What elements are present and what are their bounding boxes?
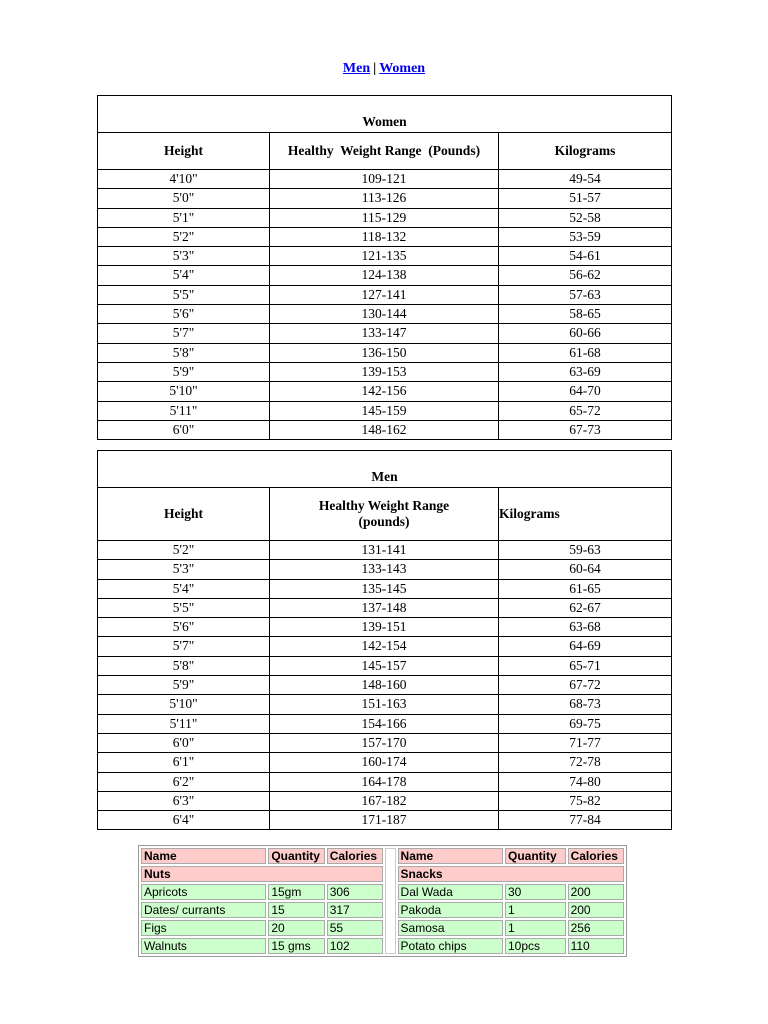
women-pounds-cell: 113-126 [270, 189, 499, 208]
men-height-cell: 5'6" [98, 618, 270, 637]
women-height-cell: 5'6" [98, 305, 270, 324]
men-height-cell: 5'10" [98, 695, 270, 714]
women-kg-cell: 60-66 [499, 324, 672, 343]
men-kg-cell: 74-80 [499, 772, 672, 791]
men-pounds-cell: 160-174 [270, 753, 499, 772]
men-pounds-cell: 142-154 [270, 637, 499, 656]
men-pounds-cell: 148-160 [270, 676, 499, 695]
men-table-row [98, 753, 672, 772]
food-left-quantity-cell: 15 gms [268, 938, 324, 954]
men-height-cell: 5'5" [98, 598, 270, 617]
women-height-cell: 5'10" [98, 382, 270, 401]
food-column-gap [385, 848, 395, 954]
food-left-calories-cell: 102 [327, 938, 383, 954]
men-pounds-cell: 151-163 [270, 695, 499, 714]
food-right-category: Snacks [398, 866, 624, 882]
men-kg-cell: 77-84 [499, 811, 672, 830]
women-kg-cell: 57-63 [499, 285, 672, 304]
food-right-name-cell: Dal Wada [398, 884, 503, 900]
food-left-calories-cell: 317 [327, 902, 383, 918]
women-kg-cell: 53-59 [499, 227, 672, 246]
food-table-row [141, 902, 624, 918]
women-pounds-cell: 121-135 [270, 247, 499, 266]
women-kg-header: Kilograms [499, 133, 672, 170]
men-pounds-cell: 157-170 [270, 733, 499, 752]
men-kg-cell: 61-65 [499, 579, 672, 598]
men-kg-cell: 68-73 [499, 695, 672, 714]
women-pounds-cell: 118-132 [270, 227, 499, 246]
food-right-calories-cell: 200 [568, 884, 624, 900]
women-height-cell: 6'0" [98, 420, 270, 439]
men-table-row [98, 676, 672, 695]
men-pounds-cell: 133-143 [270, 560, 499, 579]
women-table-title: Women [98, 96, 672, 133]
food-calorie-table [138, 845, 627, 957]
women-table-row [98, 305, 672, 324]
women-height-cell: 5'1" [98, 208, 270, 227]
men-height-cell: 5'7" [98, 637, 270, 656]
women-kg-cell: 49-54 [499, 170, 672, 189]
women-height-cell: 5'3" [98, 247, 270, 266]
food-table-row [141, 938, 624, 954]
women-height-cell: 5'5" [98, 285, 270, 304]
food-right-name-cell: Potato chips [398, 938, 503, 954]
food-table-row [141, 920, 624, 936]
men-pounds-cell: 164-178 [270, 772, 499, 791]
men-pounds-cell: 154-166 [270, 714, 499, 733]
men-height-cell: 5'2" [98, 541, 270, 560]
women-pounds-cell: 109-121 [270, 170, 499, 189]
women-height-cell: 5'9" [98, 362, 270, 381]
men-height-header: Height [98, 488, 270, 541]
food-left-name-cell: Apricots [141, 884, 266, 900]
women-table-row [98, 227, 672, 246]
men-table-row [98, 541, 672, 560]
women-kg-cell: 67-73 [499, 420, 672, 439]
men-kg-cell: 71-77 [499, 733, 672, 752]
men-height-cell: 6'4" [98, 811, 270, 830]
women-height-cell: 5'8" [98, 343, 270, 362]
women-link[interactable]: Women [379, 61, 426, 76]
food-left-quantity-cell: 20 [268, 920, 324, 936]
women-table-row [98, 170, 672, 189]
food-left-quantity-cell: 15gm [268, 884, 324, 900]
men-height-cell: 6'3" [98, 791, 270, 810]
men-weight-table [97, 450, 672, 830]
men-kg-cell: 64-69 [499, 637, 672, 656]
women-height-cell: 4'10" [98, 170, 270, 189]
men-link[interactable]: Men [342, 61, 371, 76]
food-left-quantity-header: Quantity [268, 848, 324, 864]
women-kg-cell: 64-70 [499, 382, 672, 401]
food-left-calories-cell: 306 [327, 884, 383, 900]
food-left-quantity-cell: 15 [268, 902, 324, 918]
women-table-row [98, 420, 672, 439]
men-table-row [98, 618, 672, 637]
men-height-cell: 5'4" [98, 579, 270, 598]
men-table-row [98, 714, 672, 733]
food-right-calories-header: Calories [568, 848, 624, 864]
women-kg-cell: 65-72 [499, 401, 672, 420]
women-height-cell: 5'11" [98, 401, 270, 420]
women-height-cell: 5'7" [98, 324, 270, 343]
women-kg-cell: 51-57 [499, 189, 672, 208]
men-table-row [98, 733, 672, 752]
men-pounds-cell: 145-157 [270, 656, 499, 675]
men-kg-cell: 65-71 [499, 656, 672, 675]
women-table-row [98, 189, 672, 208]
men-height-cell: 6'1" [98, 753, 270, 772]
men-table-row [98, 656, 672, 675]
women-height-cell: 5'2" [98, 227, 270, 246]
food-right-quantity-cell: 1 [505, 920, 566, 936]
food-right-name-cell: Samosa [398, 920, 503, 936]
food-right-quantity-cell: 10pcs [505, 938, 566, 954]
women-table-row [98, 208, 672, 227]
men-table-row [98, 811, 672, 830]
women-table-row [98, 362, 672, 381]
men-height-cell: 5'8" [98, 656, 270, 675]
food-left-name-cell: Figs [141, 920, 266, 936]
food-left-name-cell: Walnuts [141, 938, 266, 954]
women-pounds-cell: 139-153 [270, 362, 499, 381]
men-pounds-cell: 139-151 [270, 618, 499, 637]
women-kg-cell: 58-65 [499, 305, 672, 324]
women-kg-cell: 61-68 [499, 343, 672, 362]
men-kg-cell: 72-78 [499, 753, 672, 772]
men-table-row [98, 598, 672, 617]
women-pounds-cell: 145-159 [270, 401, 499, 420]
men-pounds-cell: 167-182 [270, 791, 499, 810]
food-header-row [141, 848, 624, 864]
women-pounds-cell: 133-147 [270, 324, 499, 343]
men-range-header: Healthy Weight Range (pounds) [270, 488, 499, 541]
women-height-cell: 5'4" [98, 266, 270, 285]
men-pounds-cell: 131-141 [270, 541, 499, 560]
food-right-name-header: Name [398, 848, 503, 864]
men-pounds-cell: 137-148 [270, 598, 499, 617]
food-left-calories-cell: 55 [327, 920, 383, 936]
food-left-calories-header: Calories [327, 848, 383, 864]
women-pounds-cell: 148-162 [270, 420, 499, 439]
women-table-row [98, 343, 672, 362]
food-right-quantity-header: Quantity [505, 848, 566, 864]
men-pounds-cell: 135-145 [270, 579, 499, 598]
women-weight-table [97, 95, 672, 440]
nav-links [0, 61, 768, 77]
men-height-cell: 6'2" [98, 772, 270, 791]
women-kg-cell: 63-69 [499, 362, 672, 381]
women-table-row [98, 324, 672, 343]
women-kg-cell: 56-62 [499, 266, 672, 285]
men-pounds-cell: 171-187 [270, 811, 499, 830]
men-height-cell: 5'3" [98, 560, 270, 579]
men-table-row [98, 772, 672, 791]
men-kg-cell: 60-64 [499, 560, 672, 579]
women-kg-cell: 54-61 [499, 247, 672, 266]
food-right-quantity-cell: 30 [505, 884, 566, 900]
food-left-category: Nuts [141, 866, 383, 882]
men-kg-header: Kilograms [499, 488, 672, 541]
women-pounds-cell: 115-129 [270, 208, 499, 227]
men-kg-cell: 63-68 [499, 618, 672, 637]
men-table-row [98, 791, 672, 810]
women-height-cell: 5'0" [98, 189, 270, 208]
food-right-name-cell: Pakoda [398, 902, 503, 918]
women-pounds-cell: 142-156 [270, 382, 499, 401]
women-table-row [98, 285, 672, 304]
men-height-cell: 5'11" [98, 714, 270, 733]
men-height-cell: 5'9" [98, 676, 270, 695]
women-range-header: Healthy Weight Range (Pounds) [270, 133, 499, 170]
men-kg-cell: 67-72 [499, 676, 672, 695]
women-height-header: Height [98, 133, 270, 170]
food-right-calories-cell: 200 [568, 902, 624, 918]
women-table-row [98, 247, 672, 266]
women-kg-cell: 52-58 [499, 208, 672, 227]
food-right-quantity-cell: 1 [505, 902, 566, 918]
nav-separator: | [373, 61, 377, 76]
women-table-row [98, 382, 672, 401]
men-table-row [98, 637, 672, 656]
men-kg-cell: 69-75 [499, 714, 672, 733]
women-pounds-cell: 124-138 [270, 266, 499, 285]
men-table-row [98, 579, 672, 598]
men-table-row [98, 560, 672, 579]
men-kg-cell: 75-82 [499, 791, 672, 810]
food-table-row [141, 884, 624, 900]
food-left-name-cell: Dates/ currants [141, 902, 266, 918]
food-left-name-header: Name [141, 848, 266, 864]
women-pounds-cell: 130-144 [270, 305, 499, 324]
women-table-row [98, 266, 672, 285]
men-height-cell: 6'0" [98, 733, 270, 752]
women-pounds-cell: 136-150 [270, 343, 499, 362]
food-right-calories-cell: 256 [568, 920, 624, 936]
men-kg-cell: 62-67 [499, 598, 672, 617]
men-table-row [98, 695, 672, 714]
food-right-calories-cell: 110 [568, 938, 624, 954]
women-pounds-cell: 127-141 [270, 285, 499, 304]
men-table-title: Men [98, 451, 672, 488]
men-kg-cell: 59-63 [499, 541, 672, 560]
food-category-row [141, 866, 624, 882]
women-table-row [98, 401, 672, 420]
